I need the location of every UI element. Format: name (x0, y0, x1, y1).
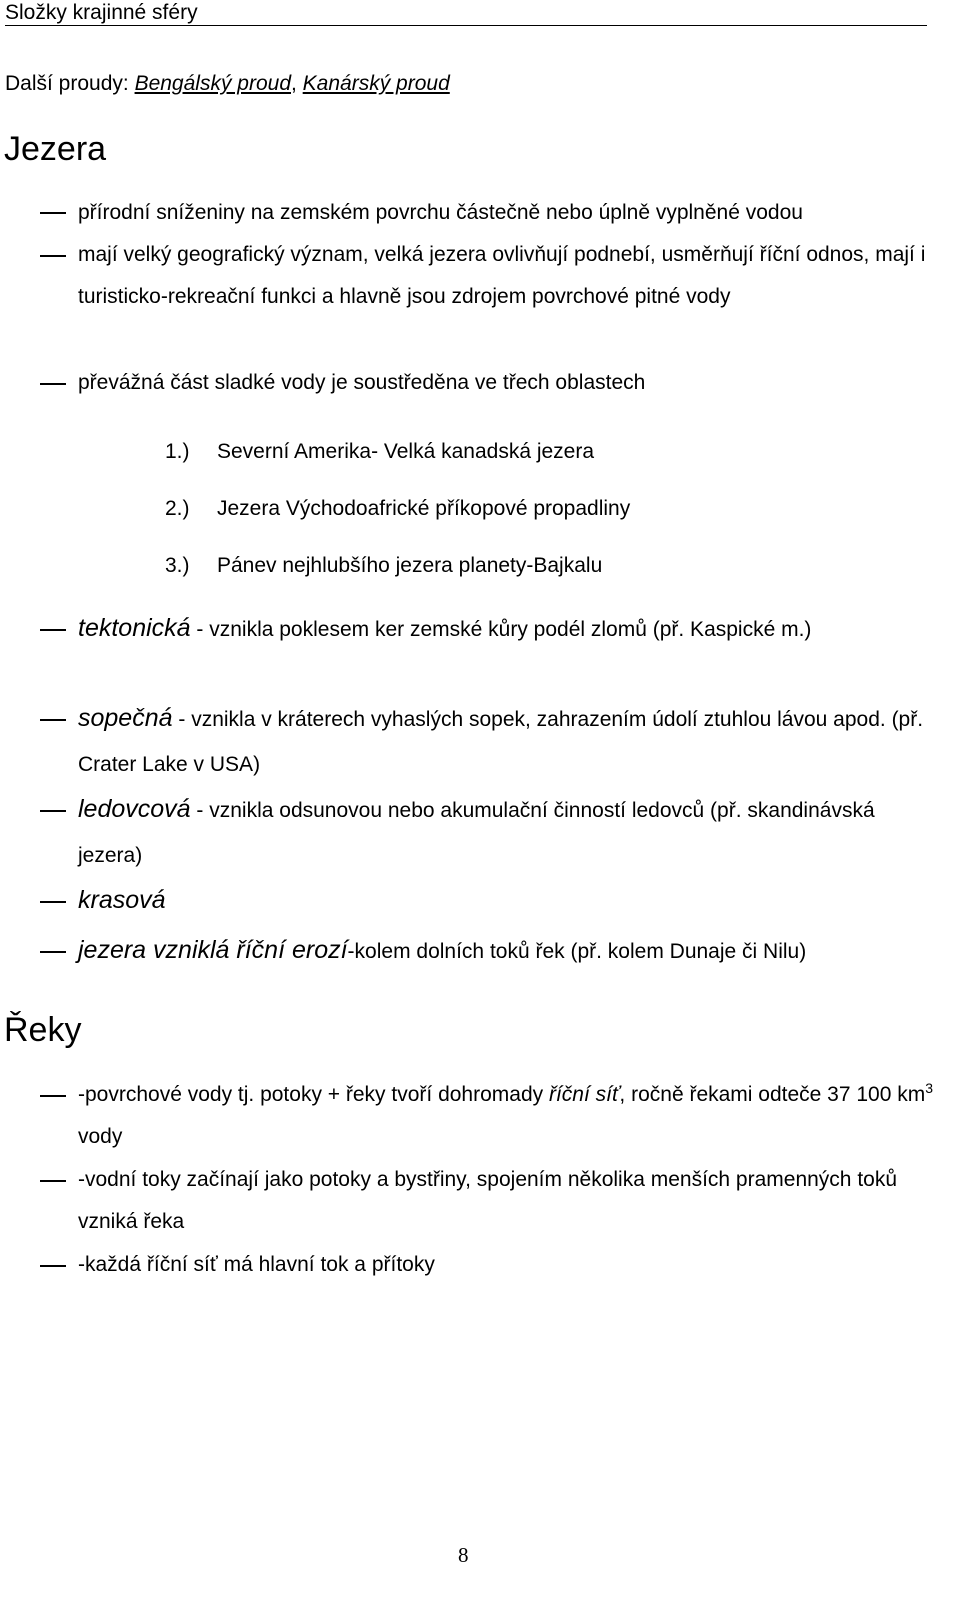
header-title: Složky krajinné sféry (5, 1, 198, 24)
bengal-current-link[interactable]: Bengálský proud (134, 72, 291, 95)
region-number: 3.) (165, 554, 190, 577)
lake-type-desc: - vznikla v kráterech vyhaslých sopek, zahrazením údolí ztuhlou lávou apod. (př. Crater Lake v USA) (78, 708, 924, 776)
lake-type-name: sopečná (78, 704, 173, 732)
dash-icon (40, 1095, 66, 1097)
lake-type-glacial (78, 787, 938, 878)
lake-type-tectonic (78, 606, 938, 652)
rivers-bullet-2: -vodní toky začínají jako potoky a bystřiny, spojením několika menších pramenných toků vzniká řeka (78, 1168, 898, 1233)
lake-type-name: jezera vzniklá říční erozí (78, 936, 348, 964)
rivers-bullet-1-part2: , ročně řekami odteče 37 100 km (619, 1083, 926, 1106)
region-text: Jezera Východoafrické příkopové propadliny (217, 497, 631, 520)
dash-icon (40, 629, 66, 631)
river-network-term: říční síť (548, 1083, 620, 1106)
dash-icon (40, 810, 66, 812)
dash-icon (40, 901, 66, 903)
region-item-1 (165, 438, 594, 466)
dash-icon (40, 1180, 66, 1182)
dash-icon (40, 383, 66, 385)
lakes-heading: Jezera (4, 130, 107, 168)
region-item-2 (165, 495, 630, 523)
cubic-superscript: 3 (925, 1080, 934, 1096)
lake-type-karst (78, 878, 938, 924)
lakes-bullet-3: převážná část sladké vody je soustředěna ve třech oblastech (78, 371, 646, 394)
region-number: 2.) (165, 497, 190, 520)
rivers-bullet-1 (78, 1074, 938, 1158)
dash-icon (40, 212, 66, 214)
rivers-bullet-1-part1: -povrchové vody tj. potoky + řeky tvoří dohromady (78, 1083, 549, 1106)
other-currents-prefix: Další proudy: (5, 72, 135, 95)
dash-icon (40, 951, 66, 953)
dash-icon (40, 1265, 66, 1267)
separator: , (291, 72, 303, 95)
dash-icon (40, 719, 66, 721)
canary-current-link[interactable]: Kanárský proud (302, 72, 450, 95)
other-currents-line (5, 70, 450, 98)
rivers-bullet-3: -každá říční síť má hlavní tok a přítoky (78, 1253, 435, 1276)
region-item-3 (165, 552, 602, 580)
region-text: Pánev nejhlubšího jezera planety-Bajkalu (217, 554, 603, 577)
region-number: 1.) (165, 440, 190, 463)
page-header (5, 0, 927, 26)
lake-type-desc: -kolem dolních toků řek (př. kolem Dunaje či Nilu) (347, 940, 807, 963)
lakes-bullet-1: přírodní sníženiny na zemském povrchu částečně nebo úplně vyplněné vodou (78, 201, 803, 224)
lakes-bullet-2: mají velký geografický význam, velká jezera ovlivňují podnebí, usměrňují říční odnos, mají i turisticko-rekreační funkci a hlavně jsou zdrojem povrchové pitné vody (78, 243, 926, 308)
dash-icon (40, 255, 66, 257)
lake-type-river-erosion (78, 928, 938, 974)
lake-type-name: ledovcová (78, 795, 191, 823)
lake-type-volcanic (78, 696, 938, 787)
rivers-bullet-1-part3: vody (78, 1125, 123, 1148)
page-number: 8 (458, 1543, 469, 1567)
lake-type-name: tektonická (78, 614, 191, 642)
lake-type-desc: - vznikla poklesem ker zemské kůry podél zlomů (př. Kaspické m.) (190, 618, 812, 641)
lake-type-name: krasová (78, 886, 166, 914)
region-text: Severní Amerika- Velká kanadská jezera (217, 440, 595, 463)
rivers-heading: Řeky (4, 1011, 82, 1049)
lake-type-desc: - vznikla odsunovou nebo akumulační činností ledovců (př. skandinávská jezera) (78, 799, 875, 867)
